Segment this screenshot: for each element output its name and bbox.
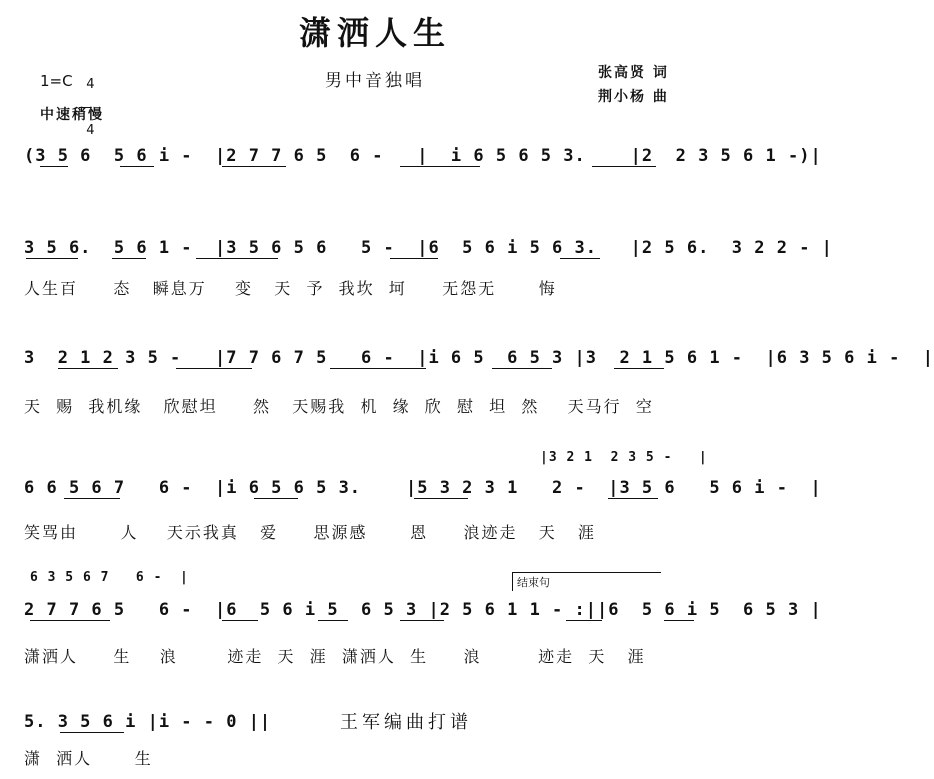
time-signature [78,62,95,138]
key-signature: 1=C [40,72,73,90]
notation-row: 6 6 5 6 7 6 - |i 6 5 6 5 3. |5 3 2 3 1 2 - |3 5 6 5 6 i - | [24,478,822,498]
time-signature-top: 4 [86,77,95,92]
variant-notation-row: |3 2 1 2 3 5 - | [540,450,708,465]
beam-line [614,368,664,369]
lyric-row: 潇洒人 生 浪 迹走 天 涯 潇洒人 生 浪 迹走 天 涯 [24,647,646,666]
ending-label: 结束句 [512,572,661,591]
beam-line [400,620,444,621]
lyric-row: 天 赐 我机缘 欣慰坦 然 天赐我 机 缘 欣 慰 坦 然 天马行 空 [24,397,654,416]
beam-line [608,498,658,499]
performance-subtitle: 男中音独唱 [325,71,425,91]
beam-line [592,166,656,167]
notation-row: 2 7 7 6 5 6 - |6 5 6 i 5 6 5 3 |2 5 6 1 1 - :||6 5 6 i 5 6 5 3 | [24,600,822,620]
lyric-row: 笑骂由 人 天示我真 爱 思源感 恩 浪迹走 天 涯 [24,523,597,542]
beam-line [400,166,480,167]
beam-line [318,620,348,621]
lyricist-credit: 张高贤 词 [598,65,669,81]
notation-row: 3 5 6. 5 6 1 - |3 5 6 5 6 5 - |6 5 6 i 5 6 3. |2 5 6. 3 2 2 - | [24,238,833,258]
beam-line [60,732,124,733]
variant-notation-row: 6 3 5 6 7 6 - | [30,570,189,585]
beam-line [390,258,438,259]
beam-line [664,620,694,621]
beam-line [492,368,552,369]
beam-line [560,258,600,259]
time-signature-bottom: 4 [86,123,95,138]
notation-row: 3 2 1 2 3 5 - |7 7 6 7 5 6 - |i 6 5 6 5 3 |3 2 1 5 6 1 - |6 3 5 6 i - | [24,348,934,368]
beam-line [254,498,298,499]
beam-line [222,620,258,621]
beam-line [414,498,468,499]
beam-line [58,368,118,369]
beam-line [30,620,110,621]
beam-line [120,166,154,167]
song-title: 潇洒人生 [298,14,451,52]
notation-row: (3 5 6 5 6 i - |2 7 7 6 5 6 - | i 6 5 6 5 3. |2 2 3 5 6 1 -)| [24,146,822,166]
beam-line [222,166,286,167]
tempo-marking: 中速稍慢 [40,107,104,123]
beam-line [64,498,120,499]
lyric-row: 人生百 态 瞬息万 变 天 予 我坎 坷 无怨无 悔 [24,279,557,298]
beam-line [330,368,426,369]
arranger-credit: 王军编曲打谱 [340,712,472,733]
beam-line [40,166,68,167]
beam-line [176,368,252,369]
beam-line [112,258,146,259]
notation-row: 5. 3 5 6 i |i - - 0 || [24,712,272,732]
beam-line [196,258,278,259]
beam-line [566,620,602,621]
composer-credit: 荆小杨 曲 [598,89,669,105]
beam-line [26,258,78,259]
lyric-row: 潇 洒人 生 [24,749,153,768]
